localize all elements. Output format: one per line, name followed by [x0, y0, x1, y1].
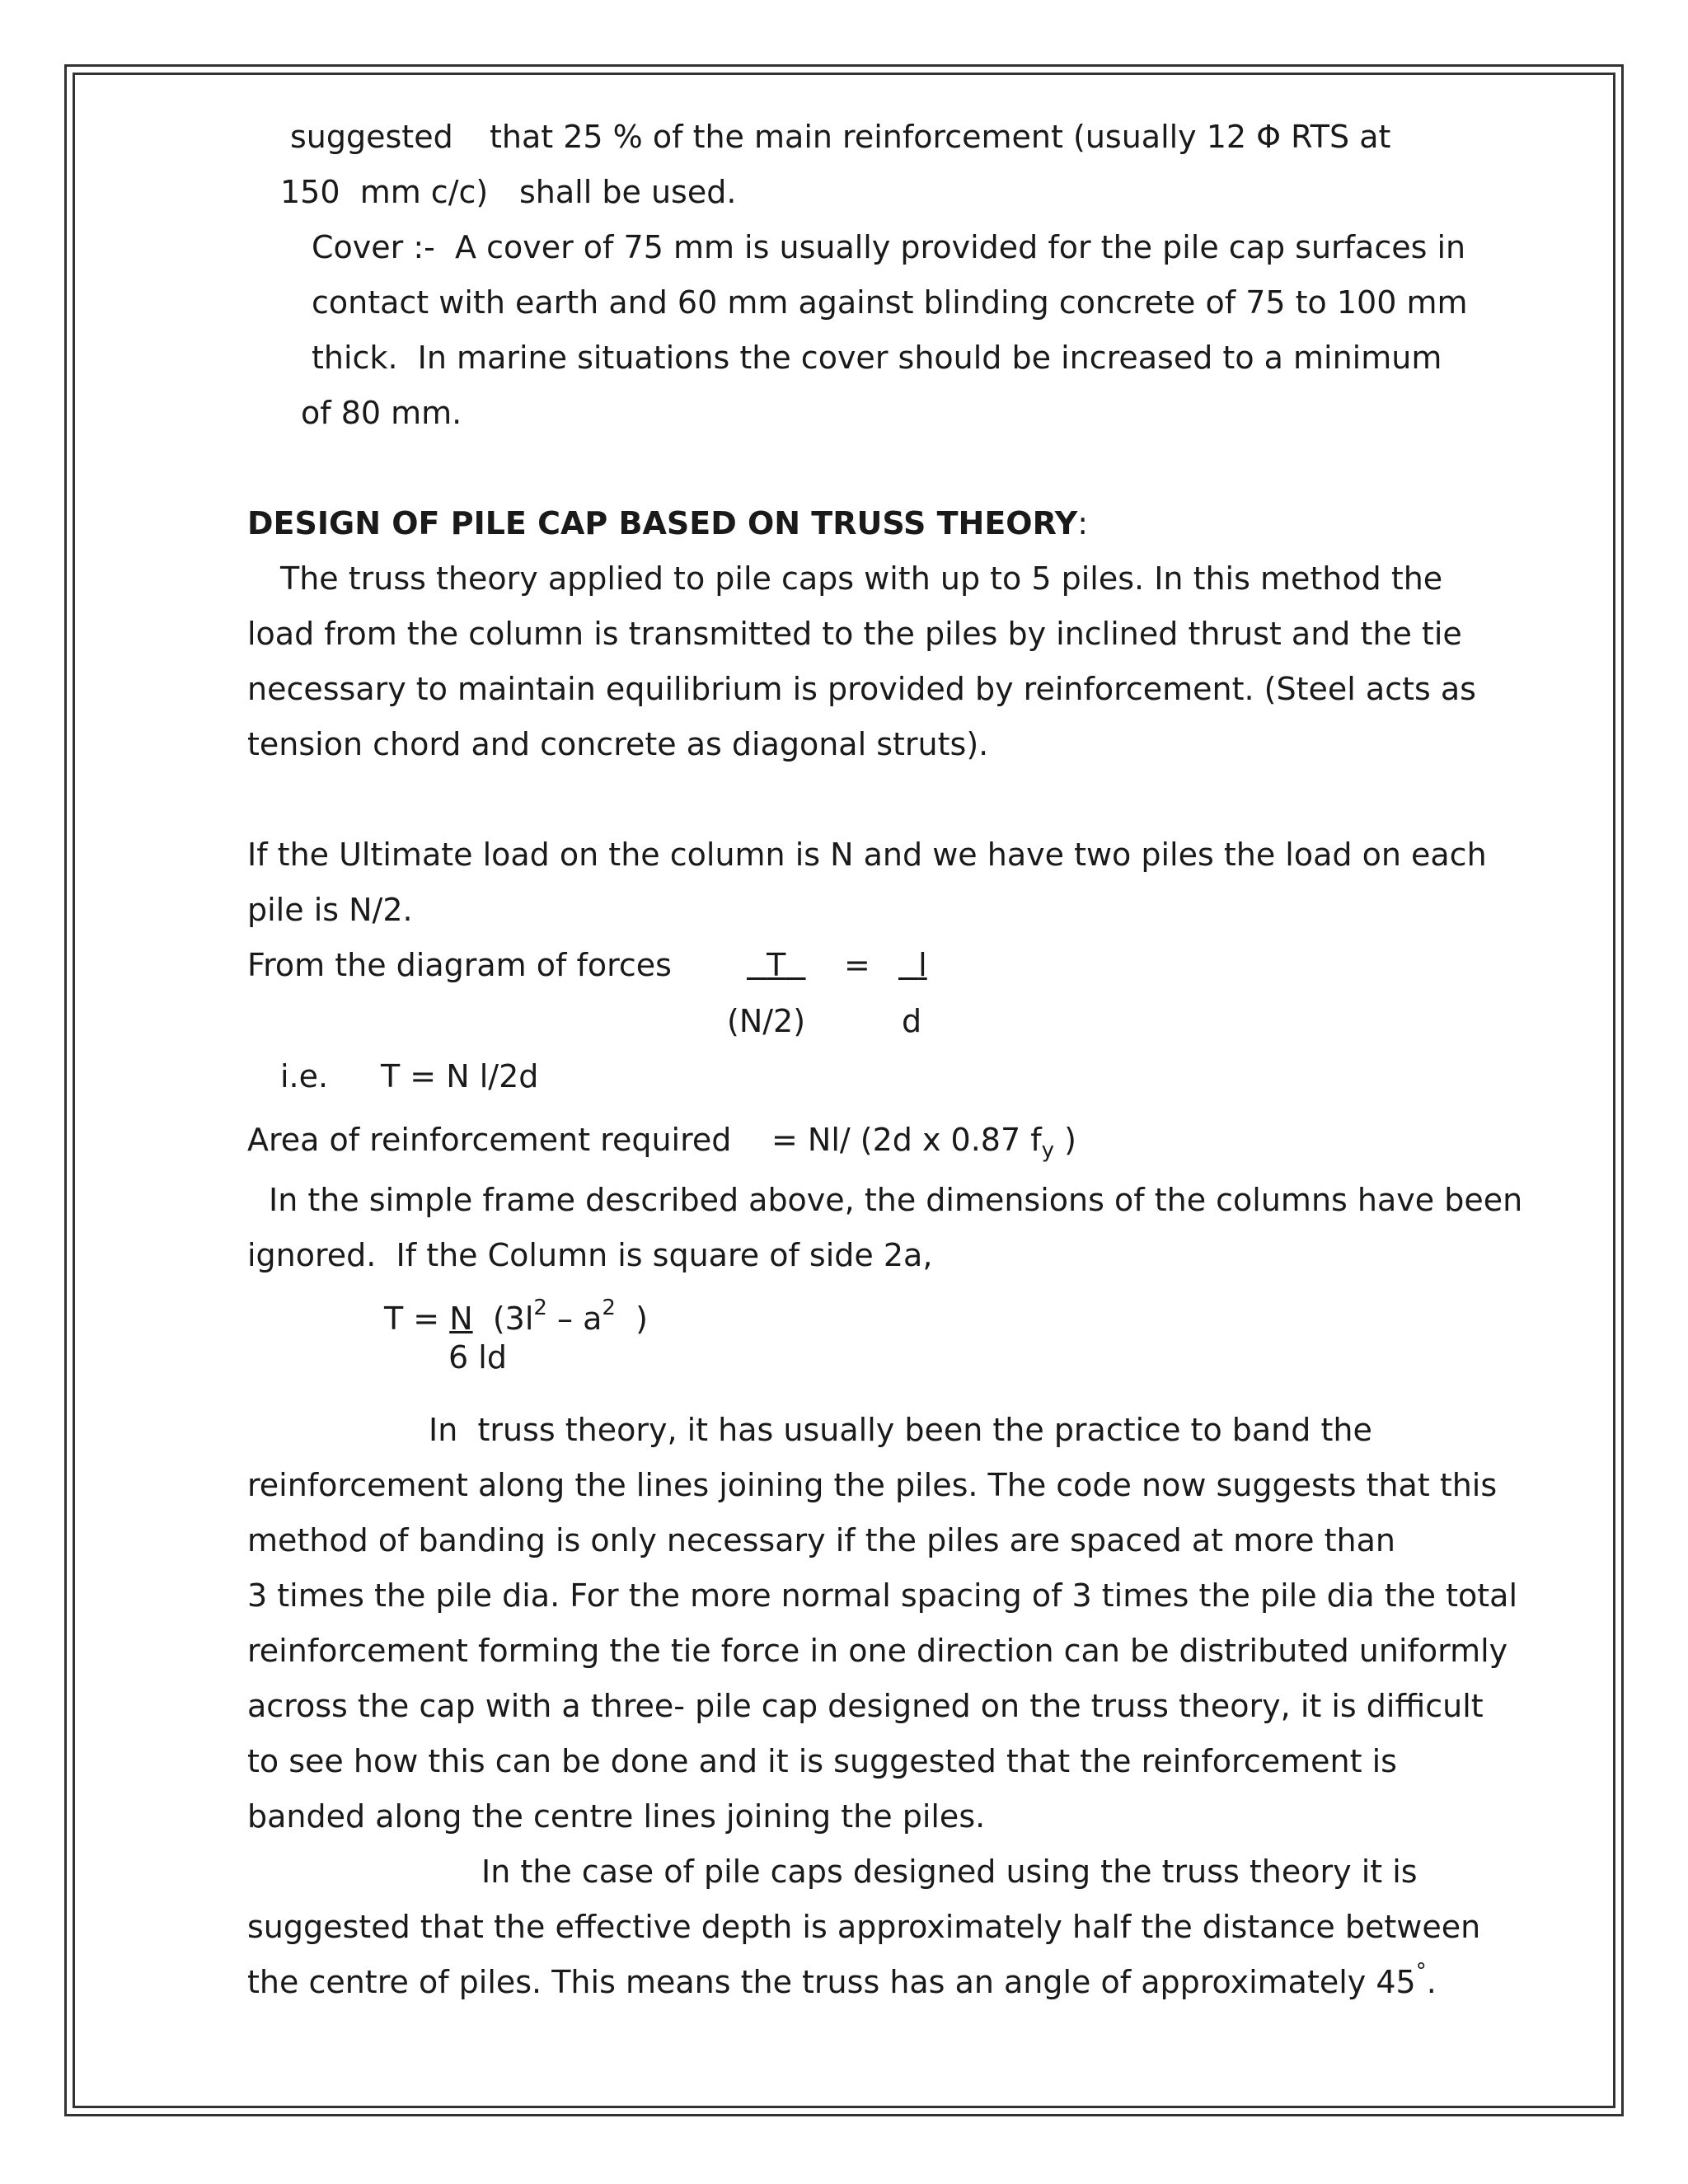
para4-line-5: reinforcement forming the tie force in one direction can be distributed uniformly — [247, 1633, 1508, 1669]
para4-line-1: In truss theory, it has usually been the practice to band the — [429, 1412, 1372, 1448]
forces-denominator-right: d — [902, 1003, 922, 1039]
forces-num-left-text: T — [767, 947, 786, 983]
ie-expression: T = N l/2d — [381, 1058, 539, 1094]
cover-line-2: contact with earth and 60 mm against blinding concrete of 75 to 100 mm — [312, 284, 1468, 321]
para5-line-3: the centre of piles. This means the truss has an angle of approximately 45 — [247, 1964, 1416, 2000]
area-label: Area of reinforcement required — [247, 1122, 732, 1158]
area-expr-text: = Nl/ (2d x 0.87 f — [771, 1122, 1042, 1158]
para4-line-7: to see how this can be done and it is suggested that the reinforcement is — [247, 1743, 1397, 1779]
ie-label: i.e. — [280, 1058, 329, 1094]
formula-denominator: 6 ld — [448, 1339, 507, 1376]
formula-exponent-1: 2 — [533, 1296, 547, 1320]
forces-denominator-left: (N/2) — [727, 1003, 806, 1039]
formula-exponent-2: 2 — [602, 1296, 616, 1320]
formula-close: ) — [615, 1301, 648, 1337]
forces-label: From the diagram of forces — [247, 947, 672, 983]
intro-line-1a: suggested — [290, 119, 453, 155]
para5-line-2: suggested that the effective depth is approximately half the distance between — [247, 1909, 1481, 1945]
para2-line-1: If the Ultimate load on the column is N and we have two piles the load on each — [247, 837, 1487, 873]
para5-period: . — [1426, 1964, 1437, 2000]
formula-numerator: N — [449, 1301, 473, 1337]
para1-line-3: necessary to maintain equilibrium is provided by reinforcement. (Steel acts as — [247, 671, 1476, 707]
para2-line-2: pile is N/2. — [247, 892, 413, 928]
formula-mid: – a — [546, 1301, 603, 1337]
para1-line-2: load from the column is transmitted to the piles by inclined thrust and the tie — [247, 616, 1462, 652]
section-heading — [247, 504, 1088, 542]
forces-equals: = — [844, 947, 870, 983]
para4-line-4: 3 times the pile dia. For the more normal spacing of 3 times the pile dia the total — [247, 1577, 1518, 1614]
para5-line-3-wrap — [247, 1959, 1437, 2001]
intro-line-1b: that 25 % of the main reinforcement (usually 12 Φ RTS at — [490, 119, 1391, 155]
area-expression — [771, 1121, 1076, 1163]
para5-line-1: In the case of pile caps designed using the truss theory it is — [481, 1854, 1418, 1890]
cover-line-1: Cover :- A cover of 75 mm is usually provided for the pile cap surfaces in — [312, 229, 1466, 265]
section-heading-text: DESIGN OF PILE CAP BASED ON TRUSS THEORY — [247, 505, 1078, 541]
area-expr-close: ) — [1054, 1122, 1076, 1158]
formula-open: (3l — [472, 1301, 534, 1337]
forces-numerator-right — [898, 946, 927, 984]
para1-line-4: tension chord and concrete as diagonal struts). — [247, 726, 989, 762]
section-heading-colon: : — [1077, 505, 1089, 541]
para4-line-6: across the cap with a three- pile cap designed on the truss theory, it is difficult — [247, 1688, 1484, 1724]
formula-line — [384, 1296, 648, 1338]
cover-line-3: thick. In marine situations the cover should be increased to a minimum — [312, 340, 1442, 376]
para4-line-8: banded along the centre lines joining the piles. — [247, 1798, 986, 1835]
intro-line-2a: 150 mm c/c) — [280, 174, 489, 210]
para1-line-1: The truss theory applied to pile caps with up to 5 piles. In this method the — [280, 560, 1443, 597]
forces-num-right-text: l — [918, 947, 927, 983]
formula-lhs: T = — [384, 1301, 450, 1337]
intro-line-2b: shall be used. — [519, 174, 737, 210]
cover-line-4: of 80 mm. — [301, 395, 462, 431]
para3-line-2: ignored. If the Column is square of side 2a, — [247, 1237, 933, 1273]
forces-numerator-left — [747, 946, 806, 984]
degree-symbol: ° — [1415, 1959, 1427, 1984]
para4-line-2: reinforcement along the lines joining the piles. The code now suggests that this — [247, 1467, 1498, 1503]
area-subscript: y — [1041, 1138, 1055, 1163]
para3-line-1: In the simple frame described above, the dimensions of the columns have been — [269, 1182, 1523, 1218]
para4-line-3: method of banding is only necessary if the piles are spaced at more than — [247, 1522, 1395, 1558]
